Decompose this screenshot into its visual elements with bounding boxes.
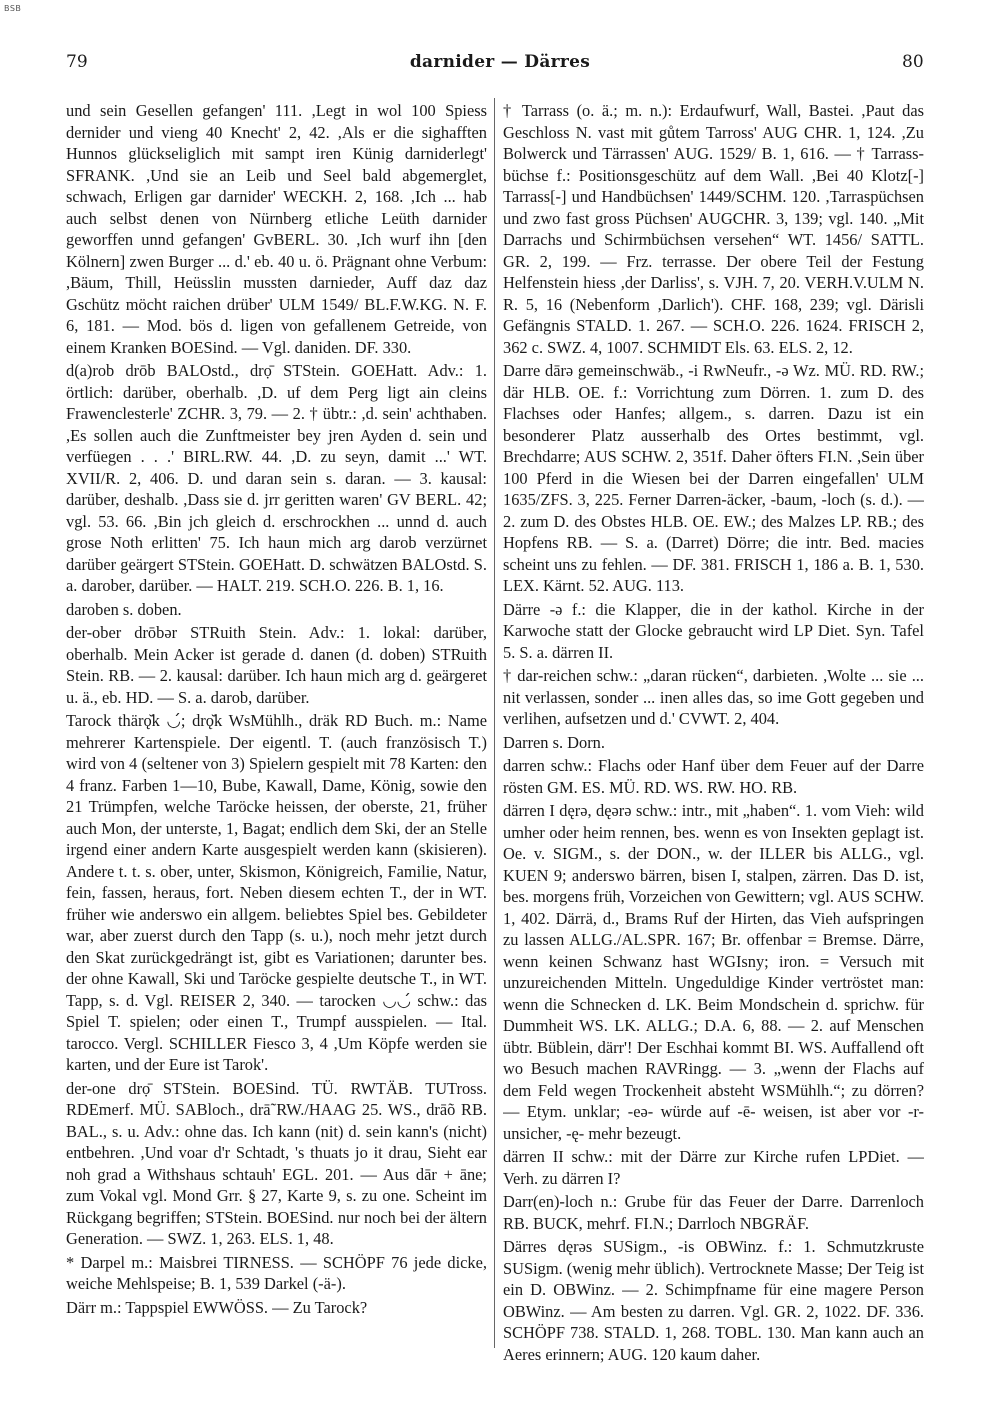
- page-title: darnider — Därres: [409, 52, 591, 72]
- column-divider: [494, 98, 495, 1348]
- entry-darren-ii: därren II schw.: mit der Därre zur Kirche rufen LPDiet. — Verh. zu därren I?: [503, 1147, 924, 1188]
- entry-tarock: Tarock thärǫ̆k ◡́; drǫ̆k WsMühlh., dräk RD Buch. m.: Name mehrerer Kartenspiele. Der eigentl. T. (auch französisch T.) wird von 4 (seltener von 3) Spielern gespielt mit 78 Karten: den 4 franz. Farben 1—10, Bube, Kawall, Dame, König, sowie den 21 Trümpfen, welche Taröcke heissen, der oberste, 21, früher auch Mon, der unterste, 1, Bagat; endlich dem Ski, der an Stelle irgend einer andern Karte ausgespielt werden kann (skisieren). Andere t. t. s. ober, unter, Skismon, Königreich, Familie, Natur, fein, fassen, heraus, fort. Neben diesem echten T., der in WT. früher wie anderswo ein allgem. beliebtes Spiel bes. Gebildeter war, aber zuerst durch den Tapp (s. u.), noch mehr jetzt durch den Skat zurückgedrängt ist, gibt es Variationen; darunter bes. der ohne Kawall, Ski und Taröcke gespielte deutsche T., in WT. Tapp, s. d. Vgl. REISER 2, 340. — tarocken ◡◡́ schw.: das Spiel T. spielen; oder einen T., Trumpf ausspielen. — Ital. tarocco. Vergl. SCHILLER Fiesco 3, 4 ,Um Köpfe werden sie karten, und der Eure ist Tarok'.: [66, 711, 487, 1074]
- entry-daroben: daroben s. doben.: [66, 599, 182, 619]
- right-column: [503, 100, 924, 1370]
- entry-tarrass: † Tarrass (o. ä.; m. n.): Erdaufwurf, Wall, Bastei. ,Paut das Geschloss N. vast mit gůtem Tarross' AUG CHR. 1, 124. ,Zu Bolwerck und Tärrassen' AUG. 1529/ B. 1, 616. — † Tarrass-büchse f.: Positionsgeschütz auf dem Wall. ,Bei 40 Klotz[-] Tarrass[-] und Handbüchsen' 1449/SCHM. 120. ,Tarraspüchsen und zwo fast gross Püchsen' AUGCHR. 3, 139; vgl. 140. „Mit Darrachs und Schirmbüchsen versehen“ WT. 1456/ SATTL. GR. 2, 199. — Frz. terrasse. Der obere Teil der Festung Helfenstein hiess ,der Darliss', s. VJH. 7, 20. VERH.V.ULM N. R. 5, 16 (Nebenform ,Darlich'). CHF. 168, 239; vgl. Därisli Gefängnis STALD. 1. 267. — SCH.O. 226. 1624. FRISCH 2, 362 c. SWZ. 4, 1007. SCHMIDT Els. 63. ELS. 2, 12.: [503, 101, 924, 357]
- page-number-left: 79: [66, 52, 88, 72]
- entry-darre: Darre dārə gemeinschwäb., -i RwNeufr., -ə Wz. MÜ. RD. RW.; där HLB. OE. f.: Vorrichtung zum Dörren. 1. zum D. des Flachses oder Hanfes; allgem., s. darren. Dazu ist ein besonderer Platz ausserhalb des Ortes bestimmt, vgl. Brechdarre; AUS SCHW. 2, 351f. Daher öfters FI.N. ,Sein über 100 Pferd in die Wiesen bei der Darren eingefallen' ULM 1635/ZFS. 3, 225. Ferner Darren-äcker, -baum, -loch (s. d.). — 2. zum D. des Obstes HLB. OE. EW.; des Malzes LP. RB.; des Hopfens RB. — S. a. (Darret) Dörre; die intr. Bed. macies scheint uns zu fehlen. — DF. 381. FRISCH 1, 186 a. B. 1, 530. LEX. Kärnt. 52. AUG. 113.: [503, 361, 924, 595]
- library-stamp: BSB: [4, 4, 22, 13]
- entry-darob: d(a)rob drōb BALOstd., drọ̄ STStein. GOEHatt. Adv.: 1. örtlich: darüber, oberhalb. ,D. uf dem Perg ligt ain cleins Frawenclesterle' ZCHR. 3, 79. — 2. † übtr.: ,d. sein' achthaben. ,Es sollen auch die Zunftmeister bey jren Ayden d. sein und verfüegen . . .' BIRL.RW. 44. ,D. zu seyn, damit ...' WT. XVII/R. 2, 406. D. und daran sein s. daran. — 3. kausal: darüber, deshalb. ,Dass sie d. jrr geritten waren' GV BERL. 42; vgl. 53. 66. ,Bin jch gleich d. erschrockhen ... unnd d. auch grose Noth erlitten' 75. Ich haun mich arg darob verzürnet darüber geärgert STStein. GOEHatt. D. schwätzen BALOstd. S. a. darober, darüber. — HALT. 219. SCH.O. 226. B. 1, 16.: [66, 361, 487, 595]
- entry-darren-i: därren I dęrə, dęərə schw.: intr., mit „haben“. 1. vom Vieh: wild umher oder heim rennen, bes. wenn es von Insekten geplagt ist. Oe. v. SIGM., s. der DON., w. der ILLER bis ALLG., vgl. KUEN 9; anderswo bärren, bisen I, stalpen, zärren. Das D. ist, bes. morgens früh, Vorzeichen von Gewittern; vgl. AUS SCHW. 1, 402. Därrä, d., Brams Ruf der Hirten, das Vieh aufspringen zu lassen ALLG./AL.SPR. 167; Br. offenbar = Bremse. Därre, wenn keinen Schwanz hast WGIsny; iron. = Versuch mit unzureichenden Mitteln. Ungeduldige Kinder vertröstet man: wenn die Schnecken d. LK. Beim Mondschein d. sprichw. für Dummheit WS. LK. ALLG.; D.A. 6, 88. — 2. auf Menschen übtr. Büblein, därr'! Der Eschhai kommt BI. WS. Auffallend oft wo Besuch machen RAVRingg. — 3. „wenn der Flachs auf dem Feld wegen Trockenheit absteht WSMühlh.“; zu dörren? — Etym. unklar; -eə- würde auf -ē- weisen, ist aber vor -r- unsicher, -ę- mehr bezeugt.: [503, 801, 924, 1143]
- entry-darren-s: Darren s. Dorn.: [503, 732, 605, 752]
- entry-darres: Därres dęrəs SUSigm., -is OBWinz. f.: 1. Schmutzkruste SUSigm. (wenig mehr üblich). Vertrocknete Masse; Der Teig ist ein D. OBWinz. — 2. Schimpfname für eine magere Person OBWinz. — Am besten zu darren. Vgl. GR. 2, 1022. DF. 336. SCHÖPF 738. STALD. 1, 268. TOBL. 130. Man kann auch an Aeres erinnern; AUG. 120 kaum daher.: [503, 1237, 924, 1364]
- entry-darre-klapper: Därre -ə f.: die Klapper, die in der kathol. Kirche in der Karwoche statt der Glocke gebraucht wird LP Diet. Syn. Tafel 5. S. a. därren II.: [503, 599, 924, 662]
- entry-darren: darren schw.: Flachs oder Hanf über dem Feuer auf der Darre rösten GM. ES. MÜ. RD. WS. RW. HO. RB.: [503, 756, 924, 797]
- entry-derone: der-one drọ̄ STStein. BOESind. TÜ. RWTÄB. TUTross. RDEmerf. MÜ. SABloch., drā̃ RW./HAAG 25. WS., drāõ RB. BAL., s. u. Adv.: ohne das. Ich kann (nit) d. sein kann's (nicht) entbehren. ,Und voar d'r Schtadt, 's thuats jo it drau, Sieht ear noh grad a Withshaus schtauh' EGL. 201. — Aus dār + āne; zum Vokal vgl. Mond Grr. § 27, Karte 9, s. zu one. Scheint im Rückgang begriffen; STStein. BOESind. nur noch bei der ältern Generation. — SWZ. 1, 263. ELS. 1, 48.: [66, 1078, 487, 1248]
- entry-dar-reichen: † dar-reichen schw.: „daran rücken“, darbieten. ,Wolte ... sie ... nit verlassen, sonder ... inen alles das, so ime Gott gegeben und verlihen, aufsetzen und d.' CVWT. 2, 404.: [503, 666, 924, 728]
- left-column: [66, 100, 487, 1370]
- entry-darpel: * Darpel m.: Maisbrei TIRNESS. — SCHÖPF 76 jede dicke, weiche Mehlspeise; B. 1, 539 Darkel (-ä-).: [66, 1252, 487, 1293]
- entry-darr: Därr m.: Tappspiel EWWÖSS. — Zu Tarock?: [66, 1297, 368, 1317]
- entry-text: und sein Gesellen gefangen' 111. ,Legt in wol 100 Spiess dernider und vieng 40 Knecht' 2, 42. ,Als er die sighafften Hunnos glückseliglich mit sampt iren Künig darniderlegt' SFRANK. ,Und sie an Leib und Seel bald abgemerglet, schwach, Erligen gar darnider' WECKH. 2, 168. ,Ich ... hab auch selbst denen von Nürnberg etliche Leüth darnider geworffen unnd gefangen' GvBERL. 30. ,Ich wurf ihn [den Kölnern] zwen Burger ... d.' eb. 40 u. ö. Prägnant ohne Verbum: ,Bäum, Thill, Heüsslin mussten darnieder, Auff daz daz Gschütz möcht raichen drüber' ULM 1549/ BL.F.W.KG. N. F. 6, 181. — Mod. bös d. ligen von gefallenem Getreide, von einem Kranken BOESind. — Vgl. daniden. DF. 330.: [66, 101, 487, 357]
- page-number-right: 80: [902, 52, 924, 72]
- entry-derober: der-ober drōbər STRuith Stein. Adv.: 1. lokal: darüber, oberhalb. Mein Acker ist gerade d. danen (d. doben) STRuith Stein. RB. — 2. kausal: darüber. Ich haun mich arg d. geärgeret u. ä., eb. HD. — S. a. darob, darüber.: [66, 623, 487, 707]
- entry-darrloch: Darr(en)-loch n.: Grube für das Feuer der Darre. Darrenloch RB. BUCK, mehrf. FI.N.; Darrloch NBGRÄF.: [503, 1192, 924, 1233]
